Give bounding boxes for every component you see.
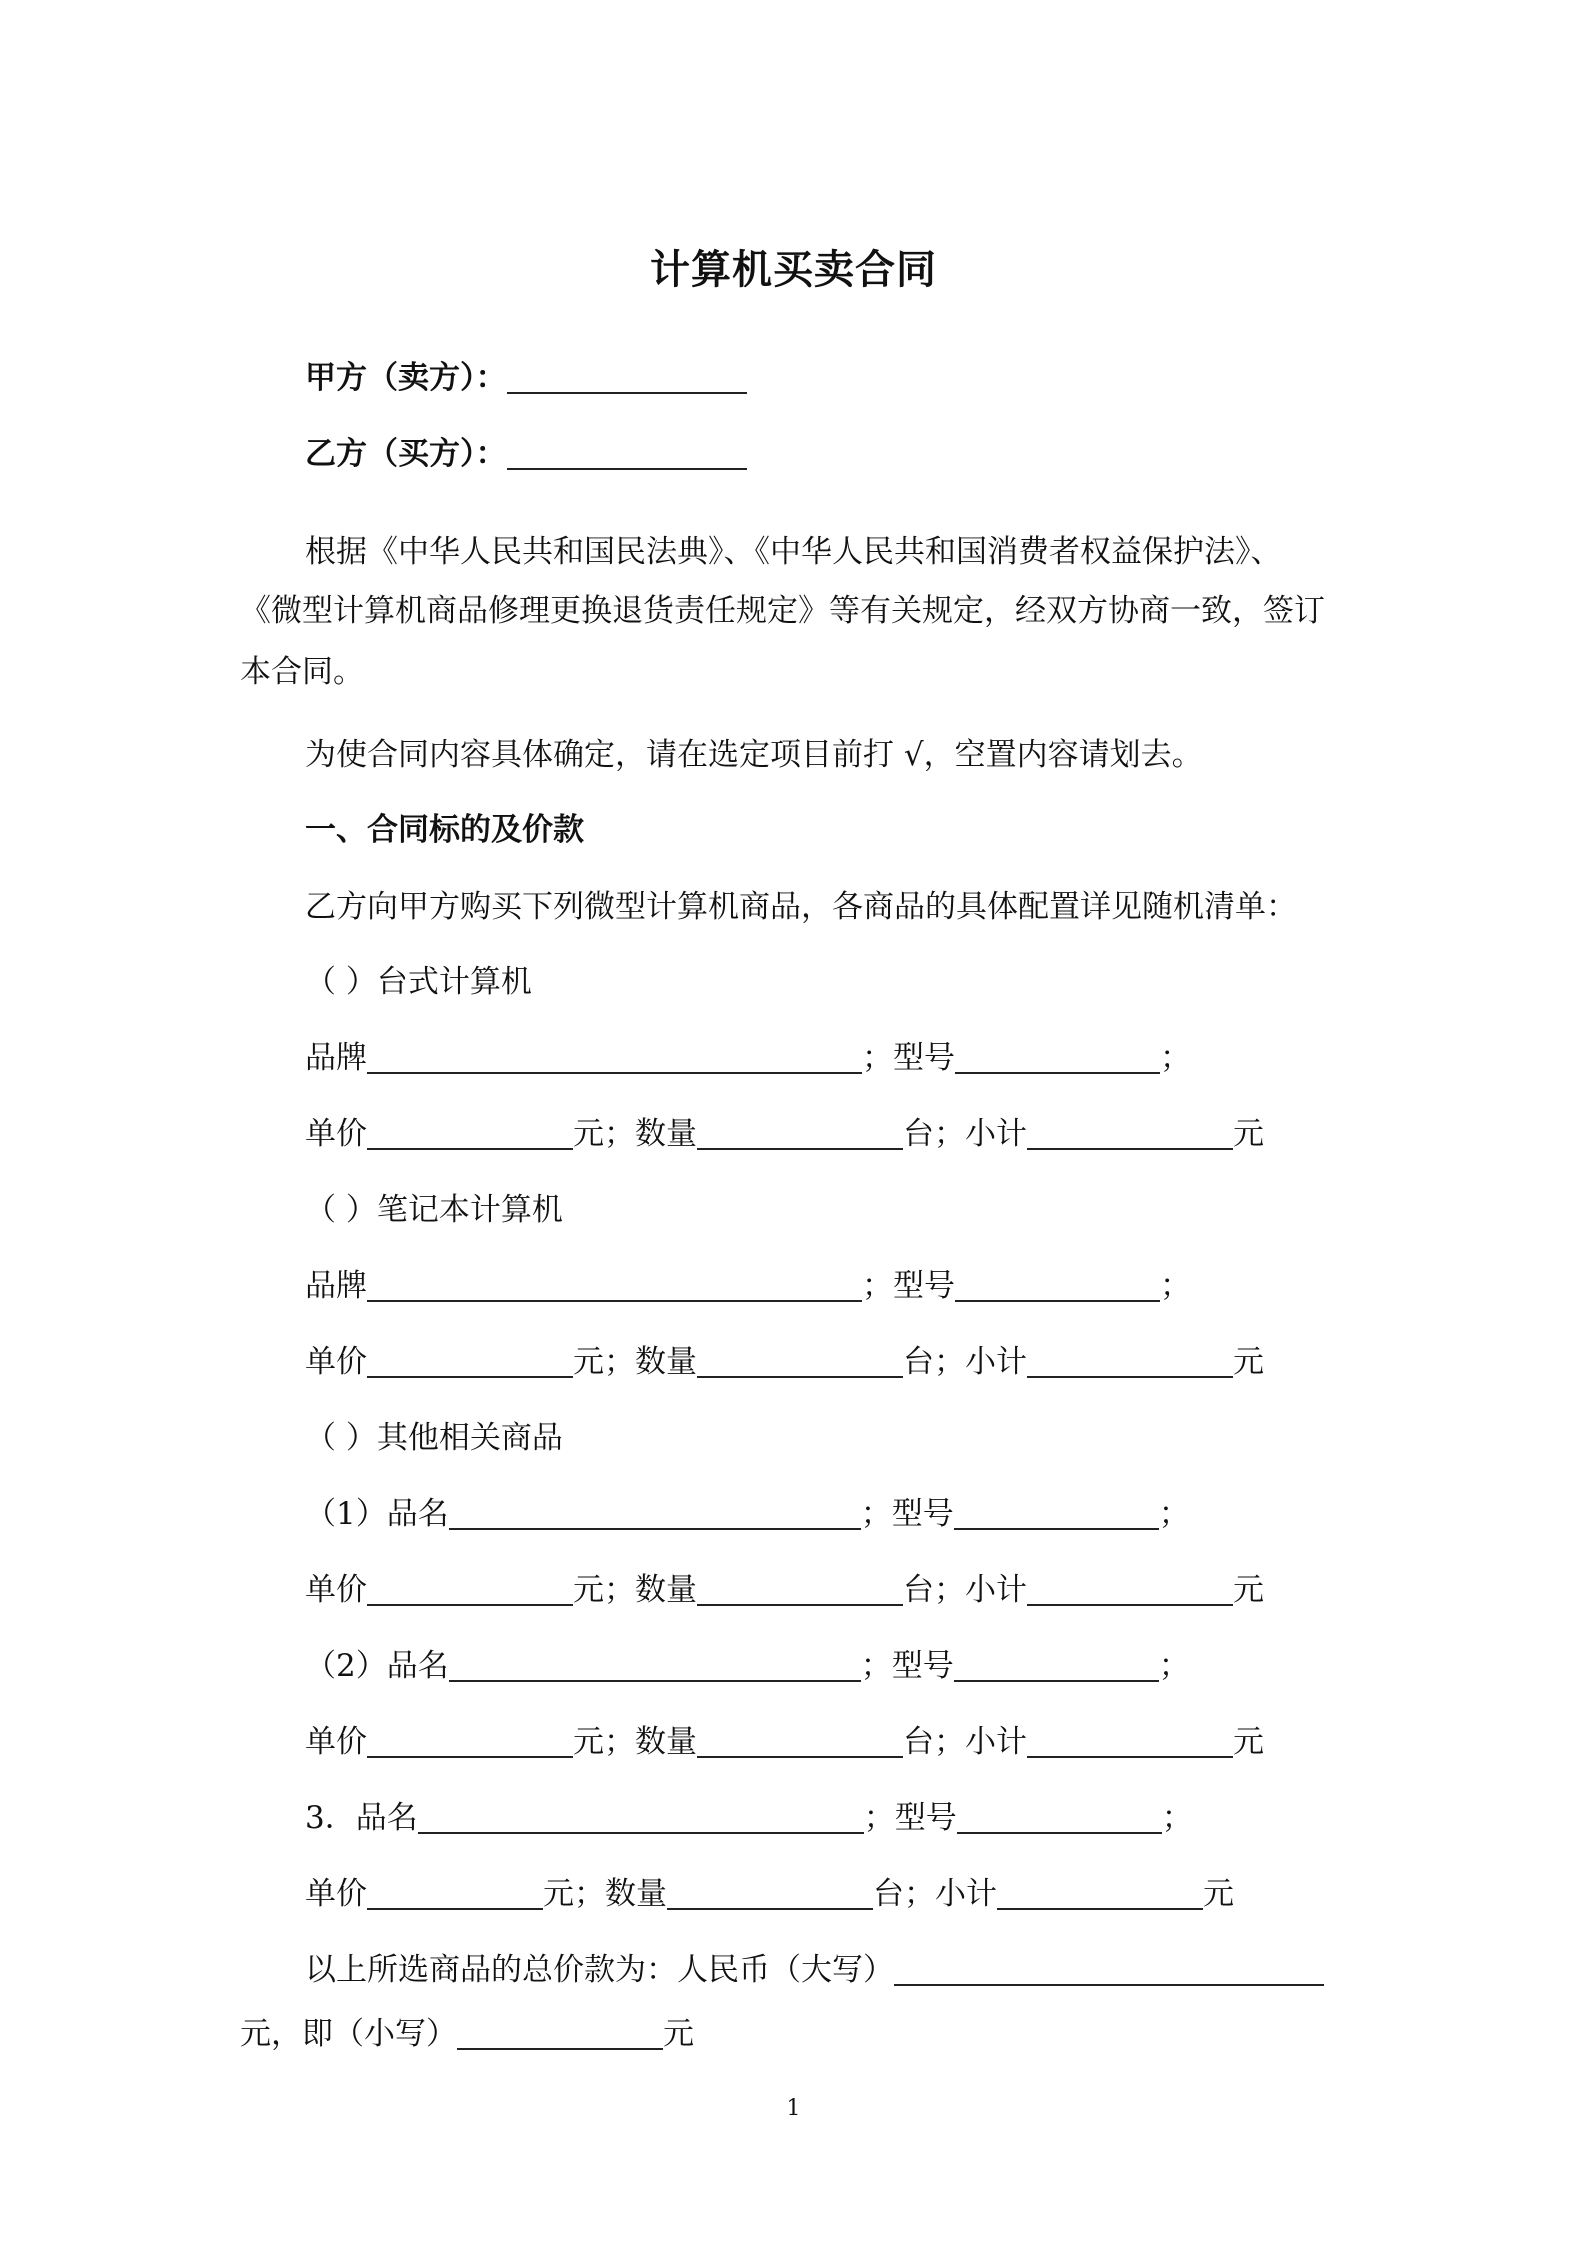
yuan-label: 元 bbox=[1233, 1344, 1264, 1380]
yuan-label: 元 bbox=[1233, 1116, 1264, 1152]
desktop-subtotal-blank[interactable] bbox=[1027, 1118, 1233, 1150]
semicolon: ； bbox=[1158, 1496, 1190, 1532]
section-heading: 一、合同标的及价款 bbox=[305, 812, 584, 848]
unit-price-label: 单价 bbox=[305, 1572, 367, 1608]
item1-name-blank[interactable] bbox=[449, 1498, 861, 1530]
semicolon: ； bbox=[1160, 1268, 1191, 1304]
total-yuan-label: 元 bbox=[663, 2016, 694, 2052]
item1-price-blank[interactable] bbox=[367, 1574, 573, 1606]
product-name-label: 品名 bbox=[386, 1496, 449, 1532]
yuan-label: 元 bbox=[1233, 1724, 1264, 1760]
desktop-price-row bbox=[305, 1114, 1264, 1154]
product-name-label: 品名 bbox=[386, 1648, 449, 1684]
unit-price-label: 单价 bbox=[305, 1724, 367, 1760]
semicolon: ； bbox=[1158, 1648, 1190, 1684]
other-option[interactable]: （ ）其他相关商品 bbox=[305, 1420, 563, 1456]
laptop-option[interactable]: （ ）笔记本计算机 bbox=[305, 1192, 563, 1228]
semicolon: ； bbox=[1160, 1040, 1191, 1076]
seller-label: 甲方（卖方）： bbox=[305, 360, 507, 396]
desktop-price-blank[interactable] bbox=[367, 1118, 573, 1150]
brand-label: 品牌 bbox=[305, 1040, 367, 1076]
total-line-2 bbox=[240, 2014, 694, 2054]
desktop-brand-blank[interactable] bbox=[367, 1042, 862, 1074]
item3-subtotal-blank[interactable] bbox=[997, 1878, 1203, 1910]
item2-qty-blank[interactable] bbox=[697, 1726, 903, 1758]
yuan-qty-label: 元；数量 bbox=[573, 1724, 697, 1760]
seller-line bbox=[305, 358, 747, 398]
item3-prefix: 3． bbox=[305, 1800, 356, 1836]
other-item1-price-row bbox=[305, 1570, 1264, 1610]
tai-subtotal-label: 台；小计 bbox=[903, 1344, 1027, 1380]
desktop-qty-blank[interactable] bbox=[697, 1118, 903, 1150]
page-title: 计算机买卖合同 bbox=[650, 246, 937, 293]
item1-qty-blank[interactable] bbox=[697, 1574, 903, 1606]
yuan-qty-label: 元；数量 bbox=[543, 1876, 667, 1912]
item1-model-blank[interactable] bbox=[954, 1498, 1159, 1530]
unit-price-label: 单价 bbox=[305, 1116, 367, 1152]
item2-price-blank[interactable] bbox=[367, 1726, 573, 1758]
yuan-qty-label: 元；数量 bbox=[573, 1572, 697, 1608]
page-number: 1 bbox=[786, 2096, 801, 2121]
item3-model-blank[interactable] bbox=[957, 1802, 1162, 1834]
laptop-brand-blank[interactable] bbox=[367, 1270, 862, 1302]
desktop-model-blank[interactable] bbox=[955, 1042, 1160, 1074]
model-label: ；型号 bbox=[860, 1648, 954, 1684]
item3-qty-blank[interactable] bbox=[667, 1878, 873, 1910]
intro-line-1: 根据《中华人民共和国民法典》、《中华人民共和国消费者权益保护法》、 bbox=[305, 534, 1282, 570]
laptop-subtotal-blank[interactable] bbox=[1027, 1346, 1233, 1378]
intro-line-3: 本合同。 bbox=[240, 654, 364, 690]
tai-subtotal-label: 台；小计 bbox=[903, 1724, 1027, 1760]
item3-price-blank[interactable] bbox=[367, 1878, 543, 1910]
unit-price-label: 单价 bbox=[305, 1344, 367, 1380]
total-lowercase-label: 元，即（小写） bbox=[240, 2016, 457, 2052]
model-label: ；型号 bbox=[862, 1040, 955, 1076]
item1-subtotal-blank[interactable] bbox=[1027, 1574, 1233, 1606]
other-item3-price-row bbox=[305, 1874, 1234, 1914]
model-label: ；型号 bbox=[863, 1800, 957, 1836]
model-label: ；型号 bbox=[860, 1496, 954, 1532]
section-lead: 乙方向甲方购买下列微型计算机商品，各商品的具体配置详见随机清单： bbox=[305, 889, 1297, 925]
other-item1-row bbox=[305, 1494, 1190, 1534]
item1-prefix: （1） bbox=[305, 1496, 387, 1532]
buyer-blank[interactable] bbox=[507, 438, 747, 470]
other-item3-row bbox=[305, 1798, 1193, 1838]
item2-subtotal-blank[interactable] bbox=[1027, 1726, 1233, 1758]
tai-subtotal-label: 台；小计 bbox=[903, 1116, 1027, 1152]
tai-subtotal-label: 台；小计 bbox=[903, 1572, 1027, 1608]
total-lowercase-blank[interactable] bbox=[457, 2018, 663, 2050]
unit-price-label: 单价 bbox=[305, 1876, 367, 1912]
item2-model-blank[interactable] bbox=[954, 1650, 1159, 1682]
other-item2-price-row bbox=[305, 1722, 1264, 1762]
yuan-label: 元 bbox=[1233, 1572, 1264, 1608]
item3-name-blank[interactable] bbox=[418, 1802, 864, 1834]
instruction-text: 为使合同内容具体确定，请在选定项目前打 √，空置内容请划去。 bbox=[305, 737, 1203, 773]
item2-prefix: （2） bbox=[305, 1648, 387, 1684]
yuan-qty-label: 元；数量 bbox=[573, 1116, 697, 1152]
laptop-price-row bbox=[305, 1342, 1264, 1382]
yuan-label: 元 bbox=[1203, 1876, 1234, 1912]
product-name-label: 品名 bbox=[355, 1800, 418, 1836]
buyer-label: 乙方（买方）： bbox=[305, 436, 507, 472]
total-uppercase-blank[interactable] bbox=[894, 1954, 1324, 1986]
model-label: ；型号 bbox=[862, 1268, 955, 1304]
total-line-1 bbox=[305, 1950, 1324, 1990]
intro-line-2: 《微型计算机商品修理更换退货责任规定》等有关规定，经双方协商一致，签订 bbox=[240, 593, 1325, 629]
laptop-model-blank[interactable] bbox=[955, 1270, 1160, 1302]
yuan-qty-label: 元；数量 bbox=[573, 1344, 697, 1380]
other-item2-row bbox=[305, 1646, 1190, 1686]
seller-blank[interactable] bbox=[507, 362, 747, 394]
total-label: 以上所选商品的总价款为：人民币（大写） bbox=[305, 1952, 894, 1988]
laptop-qty-blank[interactable] bbox=[697, 1346, 903, 1378]
laptop-brand-row bbox=[305, 1266, 1191, 1306]
semicolon: ； bbox=[1161, 1800, 1193, 1836]
desktop-brand-row bbox=[305, 1038, 1191, 1078]
laptop-price-blank[interactable] bbox=[367, 1346, 573, 1378]
brand-label: 品牌 bbox=[305, 1268, 367, 1304]
tai-subtotal-label: 台；小计 bbox=[873, 1876, 997, 1912]
buyer-line bbox=[305, 434, 747, 474]
item2-name-blank[interactable] bbox=[449, 1650, 861, 1682]
desktop-option[interactable]: （ ）台式计算机 bbox=[305, 964, 532, 1000]
